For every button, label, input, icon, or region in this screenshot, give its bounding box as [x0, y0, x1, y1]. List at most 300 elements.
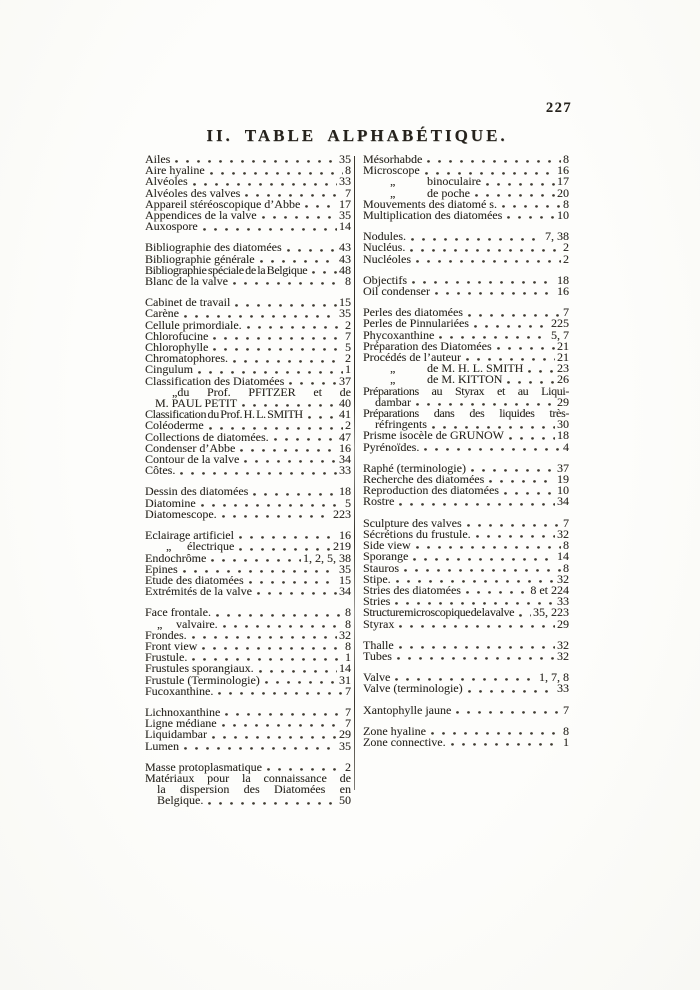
- entry-page-number: 7: [345, 704, 351, 719]
- dot-leader: [451, 743, 561, 747]
- dot-leader: [244, 460, 337, 464]
- entry-page-number: 33: [339, 463, 351, 478]
- ditto-mark: „: [390, 185, 396, 200]
- dot-leader: [399, 624, 555, 628]
- dot-leader: [410, 248, 561, 252]
- entry-label: Structure microscopique de la valve: [363, 605, 515, 620]
- dot-leader: [287, 248, 337, 252]
- entry-label: Perles des diatomées: [363, 305, 463, 320]
- index-group: [363, 272, 569, 299]
- index-entry: [363, 251, 569, 266]
- entry-label: Objectifs: [363, 272, 407, 287]
- entry-page-number: 35: [339, 306, 351, 321]
- entry-page-number: 16: [339, 528, 351, 543]
- entry-label: Perles de Pinnulariées: [363, 316, 469, 331]
- entry-page-number: 7: [345, 716, 351, 731]
- index-entry: [363, 648, 569, 663]
- entry-page-number: 1: [563, 734, 569, 749]
- dot-leader: [212, 735, 337, 739]
- entry-label: Xantophylle jaune: [363, 702, 452, 717]
- entry-label: Coléoderme: [145, 418, 204, 433]
- index-group: [363, 637, 569, 663]
- dot-leader: [474, 324, 549, 328]
- entry-page-number: 18: [557, 272, 569, 287]
- dot-leader: [201, 503, 343, 507]
- entry-label: Nodules.: [363, 229, 406, 244]
- dot-leader: [233, 359, 343, 363]
- entry-page-number: 48: [339, 262, 351, 277]
- entry-label: Stries des diatomées: [363, 582, 461, 597]
- entry-label: réfringents: [375, 417, 427, 432]
- entry-page-number: 7: [563, 305, 569, 320]
- entry-page-number: 1: [345, 650, 351, 665]
- index-entry: [145, 738, 351, 753]
- entry-label: Cingulum: [145, 362, 194, 377]
- entry-label: de poche: [427, 185, 470, 200]
- index-entry: [363, 439, 569, 454]
- index-group: [145, 486, 351, 520]
- dot-leader: [416, 546, 561, 550]
- entry-page-number: 35: [339, 561, 351, 576]
- entry-page-number: 8: [345, 605, 351, 620]
- dot-leader: [486, 182, 555, 186]
- entry-page-number: 18: [557, 428, 569, 443]
- entry-page-number: 29: [557, 394, 569, 409]
- dot-leader: [213, 348, 343, 352]
- dot-leader: [397, 657, 555, 661]
- dot-leader: [507, 216, 555, 220]
- dot-leader: [247, 325, 343, 329]
- entry-page-number: 20: [557, 185, 569, 200]
- dot-leader: [404, 568, 561, 572]
- index-group: [363, 154, 569, 221]
- entry-page-number: 8: [345, 274, 351, 289]
- entry-page-number: 10: [557, 483, 569, 498]
- dot-leader: [467, 523, 561, 527]
- entry-page-number: 2: [563, 251, 569, 266]
- dot-leader: [210, 171, 343, 175]
- entry-label: Reproduction des diatomées: [363, 483, 499, 498]
- dot-leader: [240, 449, 337, 453]
- index-entry: [363, 683, 569, 694]
- entry-label: Etude des diatomées: [145, 572, 244, 587]
- entry-page-number: 35: [339, 152, 351, 166]
- index-entry: [363, 702, 569, 717]
- entry-page-number: 32: [557, 637, 569, 652]
- entry-page-number: 16: [339, 440, 351, 455]
- entry-page-number: 43: [339, 251, 351, 266]
- entry-label: Blanc de la valve: [145, 274, 228, 289]
- index-entry: [145, 795, 351, 806]
- dot-leader: [431, 731, 561, 735]
- entry-page-number: 34: [339, 452, 351, 467]
- index-entry: [363, 637, 569, 652]
- entry-label: Face frontale.: [145, 605, 211, 620]
- ditto-mark: „: [166, 539, 172, 554]
- dot-leader: [216, 613, 343, 617]
- ditto-mark: „: [390, 174, 396, 189]
- index-group: [363, 515, 569, 631]
- entry-page-number: 1: [345, 362, 351, 377]
- dot-leader: [218, 691, 343, 695]
- entry-label: la dispersion des Diatomées en: [157, 782, 351, 797]
- entry-page-number: 29: [339, 727, 351, 742]
- entry-page-number: 33: [339, 174, 351, 189]
- entry-label: Zone connective.: [363, 734, 446, 749]
- dot-leader: [262, 216, 337, 220]
- entry-page-number: 8: [563, 538, 569, 553]
- entry-page-number: 7: [563, 702, 569, 717]
- entry-page-number: 7: [345, 683, 351, 698]
- dot-leader: [466, 591, 528, 595]
- entry-label: valvaire.: [176, 616, 218, 631]
- index-group: [145, 607, 351, 697]
- entry-page-number: 26: [557, 372, 569, 387]
- entry-label: Stauros: [363, 560, 399, 575]
- page-number: 227: [545, 100, 573, 116]
- dot-leader: [435, 292, 555, 296]
- index-entry: [145, 454, 351, 465]
- entry-label: M. PAUL PETIT: [155, 396, 238, 411]
- ditto-mark: „: [172, 384, 178, 399]
- entry-label: Cabinet de travail: [145, 295, 231, 310]
- entry-page-number: 37: [557, 460, 569, 475]
- entry-page-number: 33: [557, 681, 569, 696]
- ditto-mark: „: [157, 616, 163, 631]
- entry-label: Front view: [145, 638, 198, 653]
- entry-label: Raphé (terminologie): [363, 460, 466, 475]
- entry-label: Alvéoles: [145, 174, 188, 189]
- entry-label: Diatomine: [145, 495, 196, 510]
- index-entry: [145, 506, 351, 521]
- entry-page-number: 16: [557, 284, 569, 299]
- dot-leader: [308, 415, 337, 419]
- index-group: [363, 307, 569, 453]
- entry-label: Rostre: [363, 494, 395, 509]
- entry-page-number: 15: [339, 295, 351, 310]
- entry-page-number: 2: [345, 351, 351, 366]
- entry-page-number: 19: [557, 472, 569, 487]
- entry-page-number: 7: [345, 328, 351, 343]
- entry-label: dambar: [375, 394, 411, 409]
- entry-page-number: 34: [339, 584, 351, 599]
- dot-leader: [203, 227, 337, 231]
- index-entry: [145, 276, 351, 287]
- dot-leader: [259, 669, 337, 673]
- index-entry: [363, 210, 569, 221]
- entry-label: Styrax: [363, 616, 395, 631]
- index-entry: [363, 560, 569, 575]
- entry-label: Extrémités de la valve: [145, 584, 252, 599]
- entry-label: Préparations dans des liquides très-: [363, 406, 569, 421]
- entry-label: du Prof. PFITZER et de: [177, 384, 351, 399]
- entry-label: Stries: [363, 594, 391, 609]
- index-group: [145, 759, 351, 808]
- dot-leader: [180, 471, 337, 475]
- entry-page-number: 225: [551, 316, 569, 331]
- index-group: [145, 530, 351, 597]
- entry-label: Appareil stéréoscopique d’Abbe: [145, 196, 301, 211]
- dot-leader: [424, 447, 561, 451]
- entry-page-number: 37: [339, 373, 351, 388]
- entry-page-number: 31: [339, 672, 351, 687]
- dot-leader: [399, 645, 555, 649]
- entry-page-number: 18: [339, 484, 351, 499]
- entry-page-number: 14: [339, 219, 351, 234]
- entry-label: Contour de la valve: [145, 452, 240, 467]
- entry-label: Tubes: [363, 648, 392, 663]
- entry-label: Appendices de la valve: [145, 208, 257, 223]
- entry-label: Nucléoles: [363, 251, 411, 266]
- entry-label: binoculaire: [427, 174, 481, 189]
- entry-label: Ailes: [145, 152, 171, 166]
- index-group: [363, 723, 569, 749]
- entry-label: Classification du Prof. H. L. SMITH: [145, 407, 303, 422]
- dot-leader: [274, 437, 337, 441]
- page-title: II. TABLE ALPHABÉTIQUE.: [206, 126, 508, 145]
- entry-label: Epines: [145, 561, 178, 576]
- dot-leader: [519, 613, 531, 617]
- entry-label: Frustule (Terminologie): [145, 672, 260, 687]
- dot-leader: [249, 581, 337, 585]
- dot-leader: [399, 502, 555, 506]
- entry-label: Chlorophylle: [145, 340, 209, 355]
- dot-leader: [222, 724, 343, 728]
- entry-page-number: 34: [557, 494, 569, 509]
- entry-label: Frustule.: [145, 650, 188, 665]
- entry-page-number: 32: [557, 526, 569, 541]
- index-entry: [363, 616, 569, 631]
- entry-page-number: 21: [557, 350, 569, 365]
- ditto-mark: „: [390, 361, 396, 376]
- entry-page-number: 8: [563, 723, 569, 738]
- entry-label: Oil condenser: [363, 284, 430, 299]
- entry-page-number: 23: [557, 361, 569, 376]
- entry-label: Chromatophores.: [145, 351, 228, 366]
- index-group: [363, 672, 569, 694]
- entry-label: Carène: [145, 306, 179, 321]
- entry-page-number: 30: [557, 417, 569, 432]
- dot-leader: [265, 680, 337, 684]
- entry-page-number: 17: [557, 174, 569, 189]
- dot-leader: [476, 535, 555, 539]
- index-entry: [145, 530, 351, 541]
- dot-leader: [528, 369, 555, 373]
- dot-leader: [413, 557, 555, 561]
- entry-page-number: 8: [345, 616, 351, 631]
- entry-label: Préparations au Styrax et au Liqui-: [363, 383, 569, 398]
- entry-page-number: 8: [345, 163, 351, 178]
- entry-page-number: 33: [557, 594, 569, 609]
- entry-page-number: 40: [339, 396, 351, 411]
- entry-label: Collections de diatomées.: [145, 429, 269, 444]
- entry-label: Pyrénoïdes.: [363, 439, 420, 454]
- dot-leader: [305, 205, 337, 209]
- index-entry: [145, 465, 351, 476]
- entry-page-number: 29: [557, 616, 569, 631]
- entry-label: Auxospore: [145, 219, 198, 234]
- entry-label: Dessin des diatomées: [145, 484, 249, 499]
- index-column-right: [363, 154, 569, 817]
- dot-leader: [222, 515, 331, 519]
- index-entry: [363, 734, 569, 749]
- entry-label: Lumen: [145, 738, 179, 753]
- dot-leader: [412, 281, 555, 285]
- entry-page-number: 14: [339, 661, 351, 676]
- entry-page-number: 8: [563, 196, 569, 211]
- entry-page-number: 1, 2, 5, 38: [303, 550, 351, 565]
- entry-label: Diatomescope.: [145, 506, 217, 521]
- entry-label: Eclairage artificiel: [145, 528, 234, 543]
- entry-label: Phycoxanthine: [363, 327, 435, 342]
- entry-page-number: 1, 7, 8: [539, 670, 569, 685]
- entry-page-number: 15: [339, 572, 351, 587]
- entry-page-number: 10: [557, 208, 569, 223]
- entry-label: Mouvements des diatomé s.: [363, 196, 497, 211]
- index-group: [145, 297, 351, 476]
- dot-leader: [202, 647, 343, 651]
- dot-leader: [253, 492, 337, 496]
- entry-label: Condenser d’Abbe: [145, 440, 236, 455]
- dot-leader: [468, 689, 555, 693]
- entry-label: Ligne médiane: [145, 716, 217, 731]
- entry-page-number: 8 et 224: [530, 582, 569, 597]
- dot-leader: [239, 536, 337, 540]
- dot-leader: [504, 491, 555, 495]
- index-entry: [145, 221, 351, 232]
- dot-leader: [211, 558, 301, 562]
- dot-leader: [502, 205, 561, 209]
- dot-leader: [312, 271, 337, 275]
- entry-page-number: 7, 38: [545, 229, 569, 244]
- entry-label: Cellule primordiale.: [145, 317, 242, 332]
- entry-page-number: 14: [557, 549, 569, 564]
- entry-label: Thalle: [363, 637, 394, 652]
- entry-page-number: 43: [339, 240, 351, 255]
- entry-label: Liquidambar: [145, 727, 207, 742]
- entry-page-number: 2: [345, 759, 351, 774]
- index-group: [145, 704, 351, 753]
- entry-label: Bibliographie spéciale de la Belgique: [145, 262, 308, 277]
- dot-leader: [509, 436, 555, 440]
- entry-label: Side view: [363, 538, 411, 553]
- entry-page-number: 35: [339, 208, 351, 223]
- entry-page-number: 41: [339, 407, 351, 422]
- entry-label: Sculpture des valves: [363, 515, 462, 530]
- dot-leader: [411, 237, 543, 241]
- entry-page-number: 4: [563, 439, 569, 454]
- dot-leader: [416, 259, 561, 263]
- dot-leader: [257, 592, 337, 596]
- dot-leader: [489, 480, 555, 484]
- entry-page-number: 16: [557, 163, 569, 178]
- entry-label: Valve (terminologie): [363, 681, 463, 696]
- entry-label: Alvéoles des valves: [145, 185, 241, 200]
- entry-page-number: 8: [563, 560, 569, 575]
- entry-label: Aire hyaline: [145, 163, 205, 178]
- entry-label: Multiplication des diatomées: [363, 208, 503, 223]
- entry-label: Nucléus.: [363, 240, 406, 255]
- index-group: [145, 154, 351, 232]
- entry-label: Zone hyaline: [363, 723, 426, 738]
- entry-label: Stipe.: [363, 571, 391, 586]
- entry-page-number: 2: [345, 317, 351, 332]
- entry-page-number: 8: [563, 152, 569, 166]
- index-entry: [363, 496, 569, 507]
- entry-label: Fucoxanthine.: [145, 683, 214, 698]
- index-columns: [145, 154, 569, 817]
- dot-leader: [235, 303, 337, 307]
- entry-label: de M. H. L. SMITH: [427, 361, 524, 376]
- entry-page-number: 35: [339, 738, 351, 753]
- dot-leader: [208, 801, 337, 805]
- dot-leader: [184, 746, 337, 750]
- entry-label: Préparation des Diatomées: [363, 338, 492, 353]
- entry-page-number: 32: [339, 627, 351, 642]
- entry-page-number: 32: [557, 648, 569, 663]
- entry-label: Masse protoplasmatique: [145, 759, 262, 774]
- index-entry: [145, 586, 351, 597]
- entry-page-number: 8: [345, 638, 351, 653]
- dot-leader: [456, 710, 561, 714]
- entry-label: Côtes.: [145, 463, 176, 478]
- dot-leader: [427, 160, 561, 164]
- entry-label: Frustules sporangiaux.: [145, 661, 254, 676]
- index-entry: [363, 582, 569, 597]
- dot-leader: [223, 624, 343, 628]
- entry-label: Mésorhabde: [363, 152, 423, 166]
- entry-label: Bibliographie générale: [145, 251, 255, 266]
- entry-page-number: 32: [557, 571, 569, 586]
- entry-label: Bibliographie des diatomées: [145, 240, 282, 255]
- dot-leader: [192, 635, 337, 639]
- entry-label: Prisme isocèle de GRUNOW: [363, 428, 504, 443]
- index-column-left: [145, 154, 351, 817]
- entry-label: Lichnoxanthine: [145, 704, 221, 719]
- entry-page-number: 2: [563, 240, 569, 255]
- index-entry: [363, 286, 569, 297]
- dot-leader: [468, 313, 561, 317]
- entry-label: électrique: [187, 539, 235, 554]
- ditto-mark: „: [390, 372, 396, 387]
- entry-label: Microscope: [363, 163, 420, 178]
- entry-label: Endochrôme: [145, 550, 207, 565]
- entry-page-number: 5: [345, 495, 351, 510]
- index-group: [363, 702, 569, 717]
- entry-page-number: 223: [333, 506, 351, 521]
- index-entry: [145, 683, 351, 698]
- entry-label: Valve: [363, 670, 391, 685]
- entry-label: Procédés de l’auteur: [363, 350, 461, 365]
- entry-label: Sporange: [363, 549, 409, 564]
- entry-label: Frondes.: [145, 627, 187, 642]
- entry-label: Sécrétions du frustule.: [363, 526, 471, 541]
- dot-leader: [497, 347, 555, 351]
- entry-label: Recherche des diatomées: [363, 472, 485, 487]
- entry-page-number: 21: [557, 338, 569, 353]
- entry-page-number: 50: [339, 793, 351, 808]
- entry-page-number: 2: [345, 418, 351, 433]
- dot-leader: [233, 282, 343, 286]
- dot-leader: [225, 713, 343, 717]
- entry-label: Classification des Diatomées: [145, 373, 285, 388]
- entry-page-number: 5, 7: [551, 327, 569, 342]
- entry-label: Belgique.: [157, 793, 204, 808]
- index-group: [363, 231, 569, 265]
- entry-page-number: 7: [563, 515, 569, 530]
- entry-page-number: 7: [345, 185, 351, 200]
- index-group: [145, 242, 351, 287]
